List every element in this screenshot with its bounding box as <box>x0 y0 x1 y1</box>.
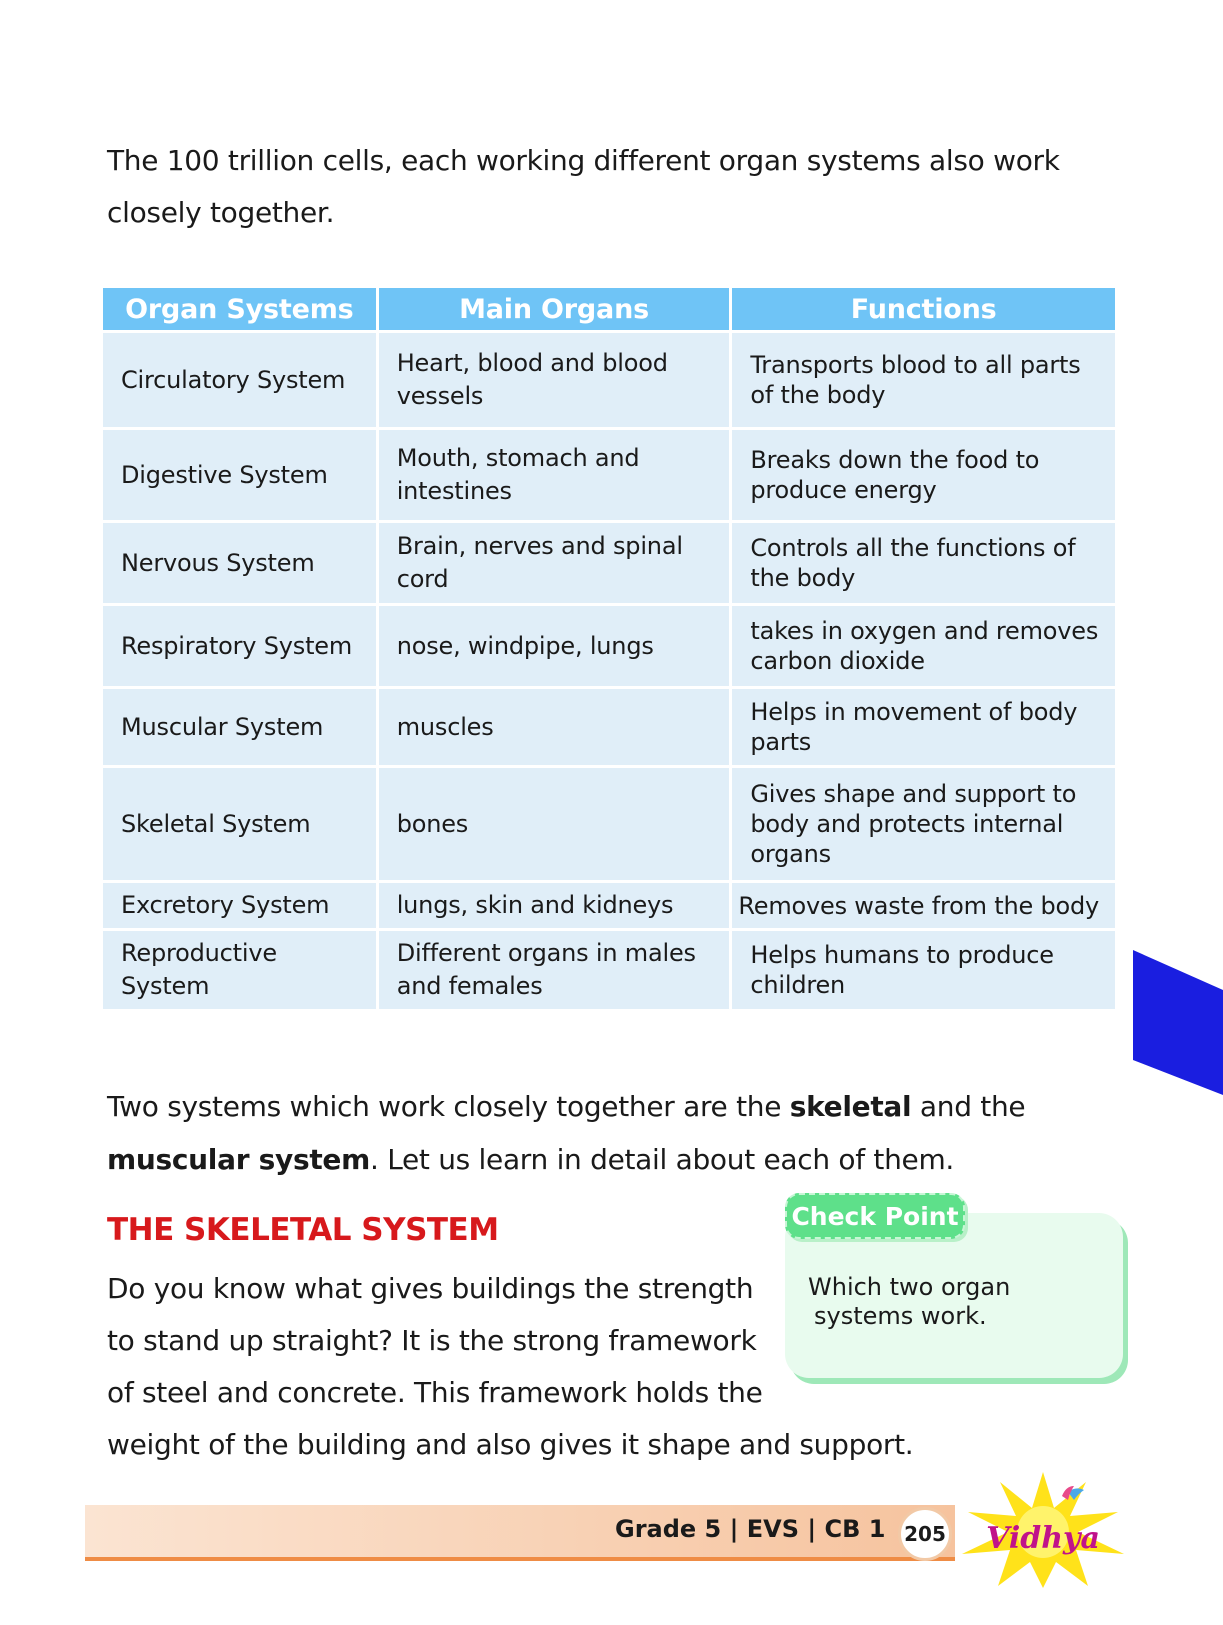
skeletal-paragraph-line: Do you know what gives buildings the strength <box>107 1272 754 1305</box>
main-organs-cell: Brain, nerves and spinal cord <box>379 523 730 603</box>
vidhya-logo <box>958 1470 1128 1590</box>
skeletal-paragraph-line: weight of the building and also gives it shape and support. <box>107 1428 914 1461</box>
table-row <box>103 333 1115 427</box>
page-number: 205 <box>898 1507 952 1561</box>
table-row <box>103 606 1115 686</box>
main-organs-cell: nose, windpipe, lungs <box>379 606 730 686</box>
muscular-keyword: muscular system <box>107 1143 370 1176</box>
skeletal-paragraph-line: to stand up straight? It is the strong framework <box>107 1324 757 1357</box>
logo-text: Vidhya <box>986 1521 1100 1556</box>
organ-systems-table <box>100 285 1118 1012</box>
skeletal-keyword: skeletal <box>789 1090 912 1123</box>
main-organs-cell: Heart, blood and blood vessels <box>379 333 730 427</box>
intro-paragraph: The 100 trillion cells, each working different organ systems also work closely together. <box>107 144 1060 229</box>
para2-text: Two systems which work closely together are the <box>107 1090 790 1123</box>
chapter-side-tab <box>1133 950 1223 1095</box>
organ-system-cell: Excretory System <box>103 883 376 928</box>
table-row <box>103 883 1115 928</box>
function-cell: Breaks down the food to produce energy <box>732 430 1115 520</box>
checkpoint-question-line: systems work. <box>814 1302 987 1330</box>
organ-system-cell: Circulatory System <box>103 333 376 427</box>
function-cell: Controls all the functions of the body <box>732 523 1115 603</box>
checkpoint-label: Check Point <box>785 1193 965 1239</box>
function-cell: Gives shape and support to body and protects internal organs <box>732 768 1115 880</box>
table-row <box>103 689 1115 765</box>
organ-system-cell: Respiratory System <box>103 606 376 686</box>
table-row <box>103 768 1115 880</box>
table-row <box>103 523 1115 603</box>
main-organs-cell: Different organs in males and females <box>379 931 730 1009</box>
table-header-row <box>103 288 1115 330</box>
organ-system-cell: Muscular System <box>103 689 376 765</box>
systems-paragraph <box>107 1080 1107 1186</box>
skeletal-paragraph-line: of steel and concrete. This framework holds the <box>107 1376 763 1409</box>
para2-text: . Let us learn in detail about each of them. <box>370 1143 955 1176</box>
checkpoint-question-line: Which two organ <box>808 1273 1011 1301</box>
checkpoint-question <box>808 1273 1098 1331</box>
function-cell: takes in oxygen and removes carbon dioxide <box>732 606 1115 686</box>
header-organ-systems: Organ Systems <box>103 288 376 330</box>
table-row <box>103 430 1115 520</box>
footer-course-label: Grade 5 | EVS | CB 1 <box>615 1515 886 1543</box>
function-cell: Transports blood to all parts of the body <box>732 333 1115 427</box>
function-cell: Helps in movement of body parts <box>732 689 1115 765</box>
function-cell: Removes waste from the body <box>732 883 1115 928</box>
function-cell: Helps humans to produce children <box>732 931 1115 1009</box>
header-functions: Functions <box>732 288 1115 330</box>
organ-system-cell: Digestive System <box>103 430 376 520</box>
main-organs-cell: lungs, skin and kidneys <box>379 883 730 928</box>
organ-system-cell: Nervous System <box>103 523 376 603</box>
organ-system-cell: Reproductive System <box>103 931 376 1009</box>
table-row <box>103 931 1115 1009</box>
para2-text: and the <box>911 1090 1026 1123</box>
header-main-organs: Main Organs <box>379 288 730 330</box>
organ-system-cell: Skeletal System <box>103 768 376 880</box>
main-organs-cell: muscles <box>379 689 730 765</box>
main-organs-cell: Mouth, stomach and intestines <box>379 430 730 520</box>
main-organs-cell: bones <box>379 768 730 880</box>
section-heading: THE SKELETAL SYSTEM <box>107 1212 499 1248</box>
